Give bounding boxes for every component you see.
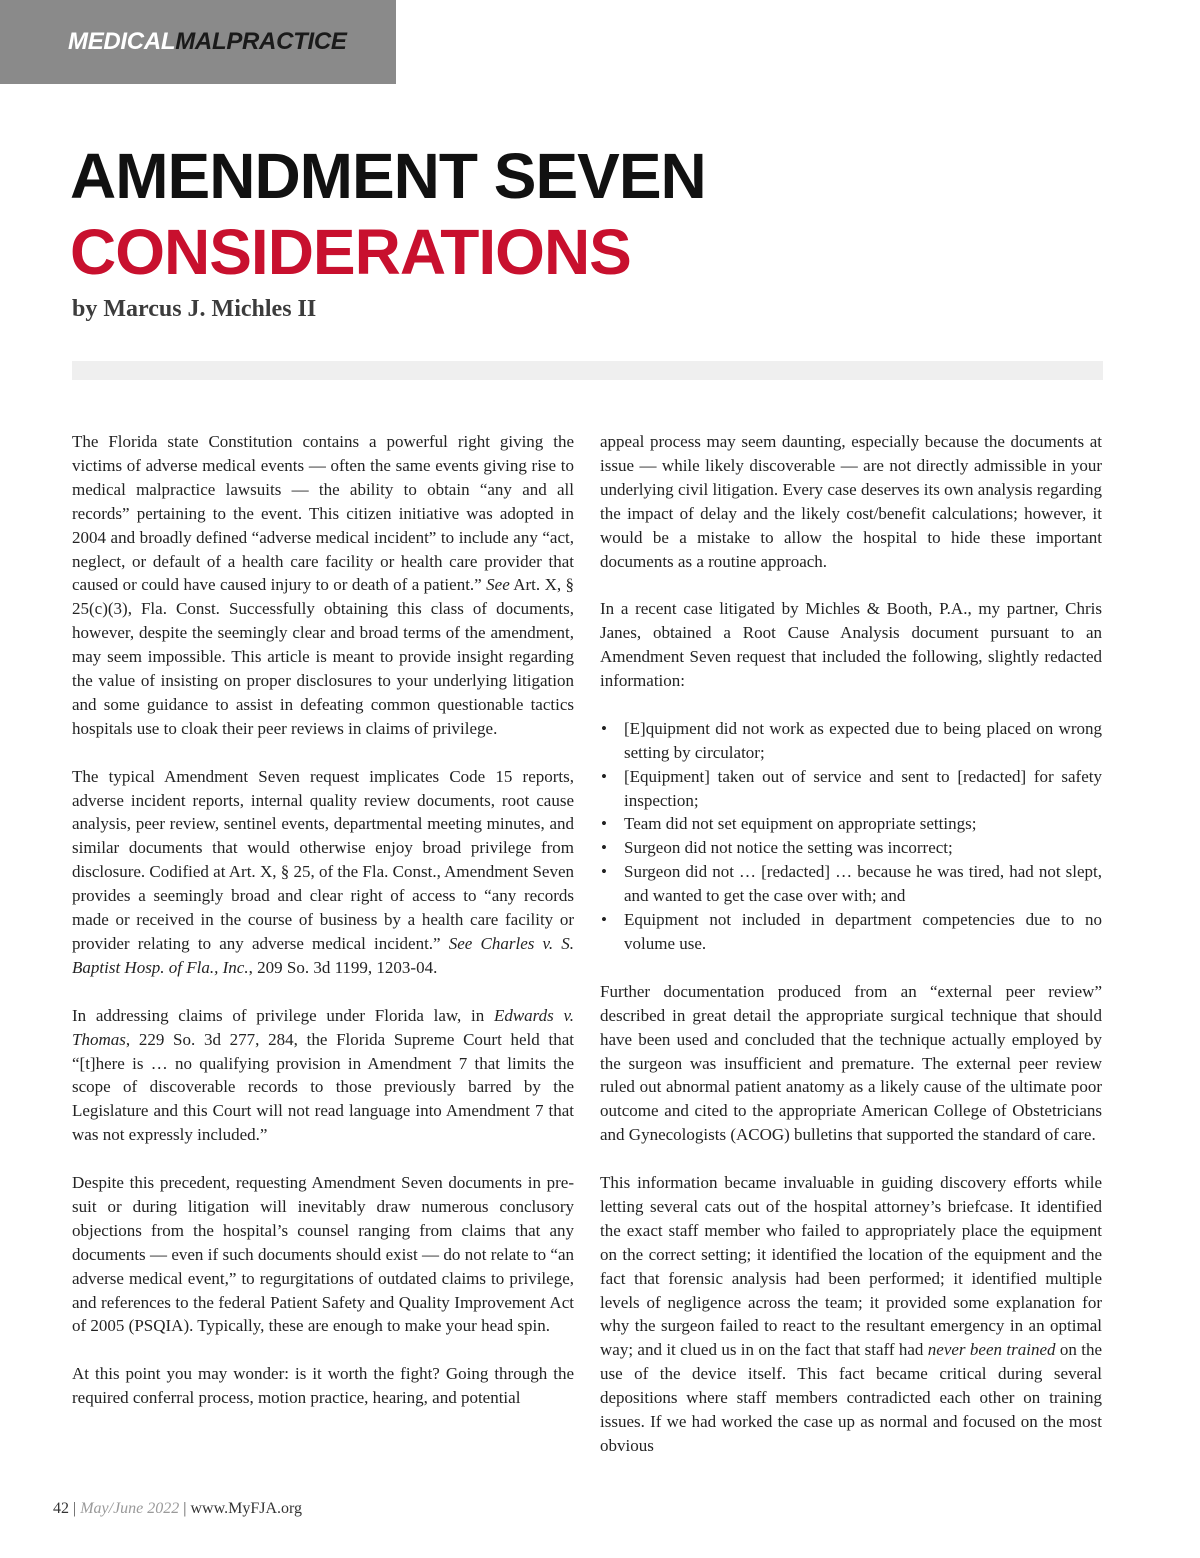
divider-bar xyxy=(72,361,1103,380)
paragraph: The Florida state Constitution contains a powerful right giving the victims of adverse medical events — often the same events giving rise to medical malpractice lawsuits — the ability to obtain “any and all records” pertaining to the event. This citizen initiative was adopted in 2004 and broadly defined “adverse medical incident” to include any “act, neglect, or default of a health care facility or health care provider that caused or could have caused injury to or death of a patient.” See Art. X, § 25(c)(3), Fla. Const. Successfully obtaining this class of documents, however, despite the seemingly clear and broad terms of the amendment, may seem impossible. This article is meant to provide insight regarding the value of insisting on proper disclosures to your underlying litigation and some guidance to assist in defeating common questionable tactics hospitals use to cloak their peer reviews in claims of privilege. xyxy=(72,432,575,738)
section-label: MEDICALMALPRACTICE xyxy=(68,28,347,55)
list-item: • Equipment not included in department competencies due to no volume use. xyxy=(601,910,1102,953)
article-title-line1: AMENDMENT SEVEN xyxy=(70,140,706,212)
list-item: • Team did not set equipment on appropriate settings; xyxy=(601,814,977,834)
page-number: 42 xyxy=(53,1500,69,1517)
list-item: • [Equipment] taken out of service and sent to [redacted] for safety inspection; xyxy=(601,766,1102,810)
right-column xyxy=(600,430,1102,1482)
left-column xyxy=(72,430,574,1434)
footer-separator: | xyxy=(183,1500,187,1517)
paragraph: In a recent case litigated by Michles & Booth, P.A., my partner, Chris Janes, obtained a Root Cause Analysis document pursuant to an Amendment Seven request that included the following, slightly redacted information: xyxy=(600,599,1102,691)
byline: by Marcus J. Michles II xyxy=(72,296,317,322)
issue-date: May/June 2022 xyxy=(80,1500,180,1517)
list-item: • Surgeon did not … [redacted] … because he was tired, had not slept, and wanted to get the case over with; and xyxy=(601,862,1102,906)
article-title xyxy=(70,138,706,290)
paragraph: The typical Amendment Seven request implicates Code 15 reports, adverse incident reports, internal quality review documents, root cause analysis, peer review, sentinel events, departmental meeting minutes, and similar documents that would otherwise enjoy broad privilege from disclosure. Codified at Art. X, § 25, of the Fla. Const., Amendment Seven provides a seemingly broad and clear right of access to “any records made or received in the course of business by a health care facility or provider relating to any adverse medical incident.” See Charles v. S. Baptist Hosp. of Fla., Inc., 209 So. 3d 1199, 1203-04. xyxy=(72,766,574,977)
list-item: • [E]quipment did not work as expected due to being placed on wrong setting by circulator; xyxy=(601,718,1102,762)
paragraph: In addressing claims of privilege under Florida law, in Edwards v. Thomas, 229 So. 3d 277, 284, the Florida Supreme Court held that “[t]here is … no qualifying provision in Amendment 7 that limits the scope of discoverable records to those previously barred by the Legislature and this Court will not read language into Amendment 7 that was not expressly included.” xyxy=(72,1005,575,1145)
list-item: • Surgeon did not notice the setting was incorrect; xyxy=(601,838,953,858)
footer-separator: | xyxy=(73,1500,77,1517)
paragraph: appeal process may seem daunting, especially because the documents at issue — while likely discoverable — are not directly admissible in your underlying civil litigation. Every case deserves its own analysis regarding the impact of delay and the likely cost/benefit calculations; however, it would be a mistake to allow the hospital to hide these important documents as a routine approach. xyxy=(600,432,1102,571)
section-header xyxy=(0,0,396,84)
paragraph: This information became invaluable in guiding discovery efforts while letting several cats out of the hospital attorney’s briefcase. It identified the exact staff member who failed to appropriately place the equipment on the correct setting; it identified the location of the equipment and the fact that forensic analysis had been performed; it identified multiple levels of negligence across the team; it provided some explanation for why the surgeon failed to react to the resultant emergency in an optimal way; and it clued us in on the fact that staff had never been trained on the use of the device itself. This fact became critical during several depositions where staff members contradicted each other on training issues. If we had worked the case up as normal and focused on the most obvious xyxy=(600,1173,1102,1455)
page-footer xyxy=(53,1500,302,1518)
bullet-list xyxy=(600,717,1102,956)
website-link[interactable]: www.MyFJA.org xyxy=(190,1500,303,1517)
paragraph: Despite this precedent, requesting Amendment Seven documents in pre-suit or during litigation will inevitably draw numerous conclusory objections from the hospital’s counsel ranging from claims that any documents — even if such documents should exist — do not relate to “an adverse medical event,” to regurgitations of outdated claims to privilege, and references to the federal Patient Safety and Quality Improvement Act of 2005 (PSQIA). Typically, these are enough to make your head spin. xyxy=(72,1173,574,1336)
paragraph: At this point you may wonder: is it worth the fight? Going through the required conferral process, motion practice, hearing, and potential xyxy=(72,1364,574,1408)
paragraph: Further documentation produced from an “external peer review” described in great detail the appropriate surgical technique that should have been used and concluded that the technique actually employed by the surgeon was insufficient and premature. The external peer review ruled out abnormal patient anatomy as a likely cause of the ultimate poor outcome and cited to the appropriate American College of Obstetricians and Gynecologists (ACOG) bulletins that supported the standard of care. xyxy=(600,981,1102,1145)
article-title-line2: CONSIDERATIONS xyxy=(70,216,631,288)
